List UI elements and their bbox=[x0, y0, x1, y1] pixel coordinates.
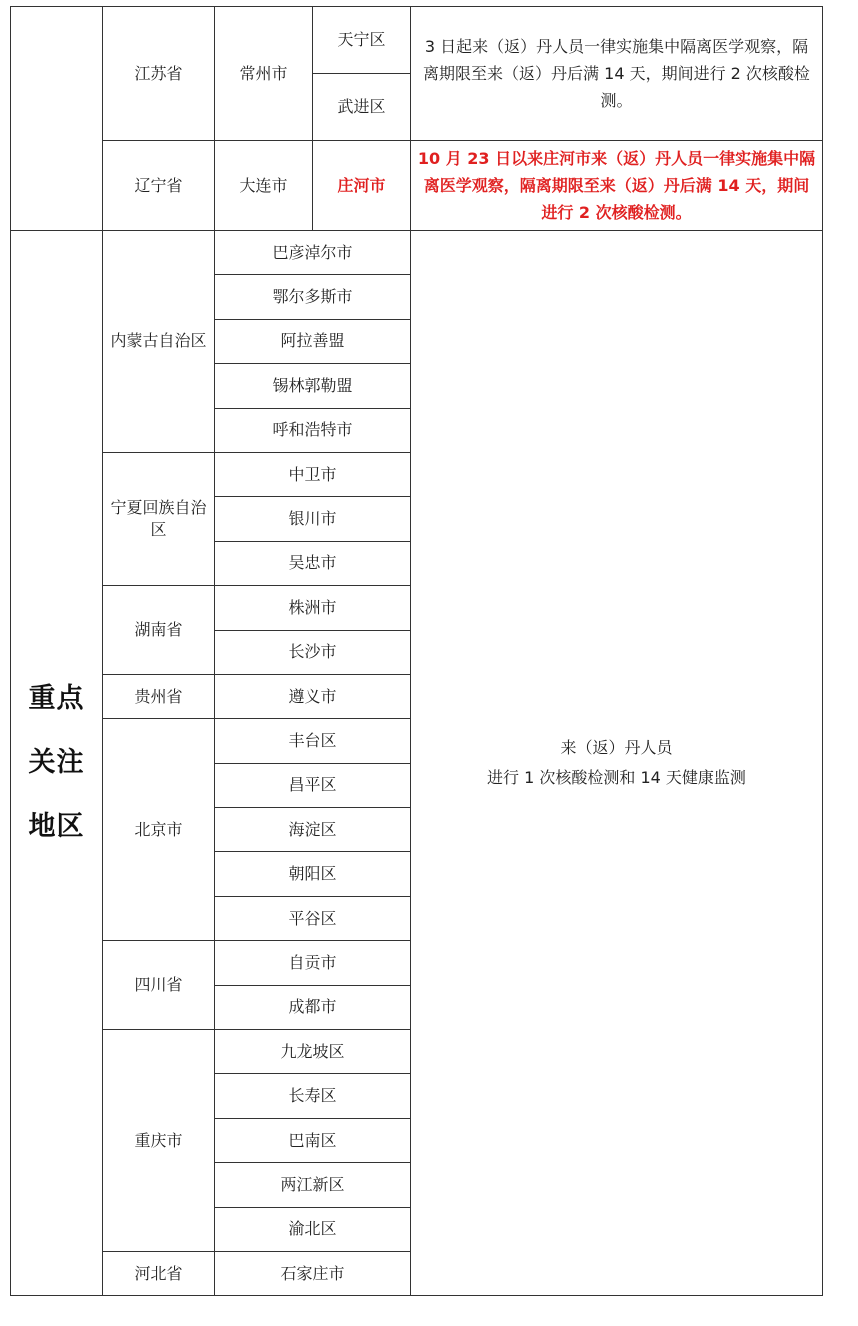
city-cell: 巴南区 bbox=[215, 1118, 411, 1162]
focus-area-label-line: 重点 bbox=[28, 683, 85, 715]
province-cell: 河北省 bbox=[103, 1251, 215, 1295]
focus-policy-note-line: 进行 1 次核酸检测和 14 天健康监测 bbox=[487, 768, 746, 788]
province-cell: 贵州省 bbox=[103, 674, 215, 718]
city-cell: 银川市 bbox=[215, 497, 411, 541]
city-cell: 成都市 bbox=[215, 985, 411, 1029]
city-cell: 巴彦淖尔市 bbox=[215, 231, 411, 275]
city-cell: 锡林郭勒盟 bbox=[215, 364, 411, 408]
city-cell: 丰台区 bbox=[215, 719, 411, 763]
category-cell-empty bbox=[11, 7, 103, 231]
city-cell: 阿拉善盟 bbox=[215, 319, 411, 363]
focus-area-label bbox=[11, 231, 103, 1296]
city-cell: 常州市 bbox=[215, 7, 313, 141]
province-cell: 辽宁省 bbox=[103, 141, 215, 231]
focus-policy-note bbox=[411, 231, 823, 1296]
focus-area-label-line: 关注 bbox=[28, 747, 85, 779]
city-cell: 九龙坡区 bbox=[215, 1030, 411, 1074]
province-cell: 湖南省 bbox=[103, 586, 215, 675]
city-cell: 遵义市 bbox=[215, 674, 411, 718]
risk-area-table bbox=[10, 6, 823, 1296]
city-cell: 自贡市 bbox=[215, 941, 411, 985]
province-cell: 宁夏回族自治区 bbox=[103, 452, 215, 585]
city-cell: 平谷区 bbox=[215, 896, 411, 940]
city-cell: 大连市 bbox=[215, 141, 313, 231]
policy-note-highlighted: 10 月 23 日以来庄河市来（返）丹人员一律实施集中隔离医学观察，隔离期限至来（返）丹后满 14 天，期间进行 2 次核酸检测。 bbox=[411, 141, 823, 231]
district-cell: 武进区 bbox=[313, 74, 411, 141]
focus-area-label-line: 地区 bbox=[28, 811, 85, 843]
province-cell: 北京市 bbox=[103, 719, 215, 941]
table-row bbox=[11, 7, 823, 74]
province-cell: 重庆市 bbox=[103, 1030, 215, 1252]
city-cell: 海淀区 bbox=[215, 808, 411, 852]
city-cell: 两江新区 bbox=[215, 1163, 411, 1207]
city-cell: 呼和浩特市 bbox=[215, 408, 411, 452]
city-cell: 株洲市 bbox=[215, 586, 411, 630]
city-cell: 渝北区 bbox=[215, 1207, 411, 1251]
district-cell: 天宁区 bbox=[313, 7, 411, 74]
province-cell: 四川省 bbox=[103, 941, 215, 1030]
district-cell-highlighted: 庄河市 bbox=[313, 141, 411, 231]
focus-policy-note-line: 来（返）丹人员 bbox=[560, 738, 673, 758]
table-row bbox=[11, 141, 823, 231]
city-cell: 昌平区 bbox=[215, 763, 411, 807]
city-cell: 朝阳区 bbox=[215, 852, 411, 896]
city-cell: 中卫市 bbox=[215, 452, 411, 496]
table-row bbox=[11, 231, 823, 275]
policy-note: 3 日起来（返）丹人员一律实施集中隔离医学观察，隔离期限至来（返）丹后满 14 天，期间进行 2 次核酸检测。 bbox=[411, 7, 823, 141]
city-cell: 石家庄市 bbox=[215, 1251, 411, 1295]
city-cell: 吴忠市 bbox=[215, 541, 411, 585]
city-cell: 长寿区 bbox=[215, 1074, 411, 1118]
province-cell: 江苏省 bbox=[103, 7, 215, 141]
city-cell: 长沙市 bbox=[215, 630, 411, 674]
city-cell: 鄂尔多斯市 bbox=[215, 275, 411, 319]
province-cell: 内蒙古自治区 bbox=[103, 231, 215, 453]
